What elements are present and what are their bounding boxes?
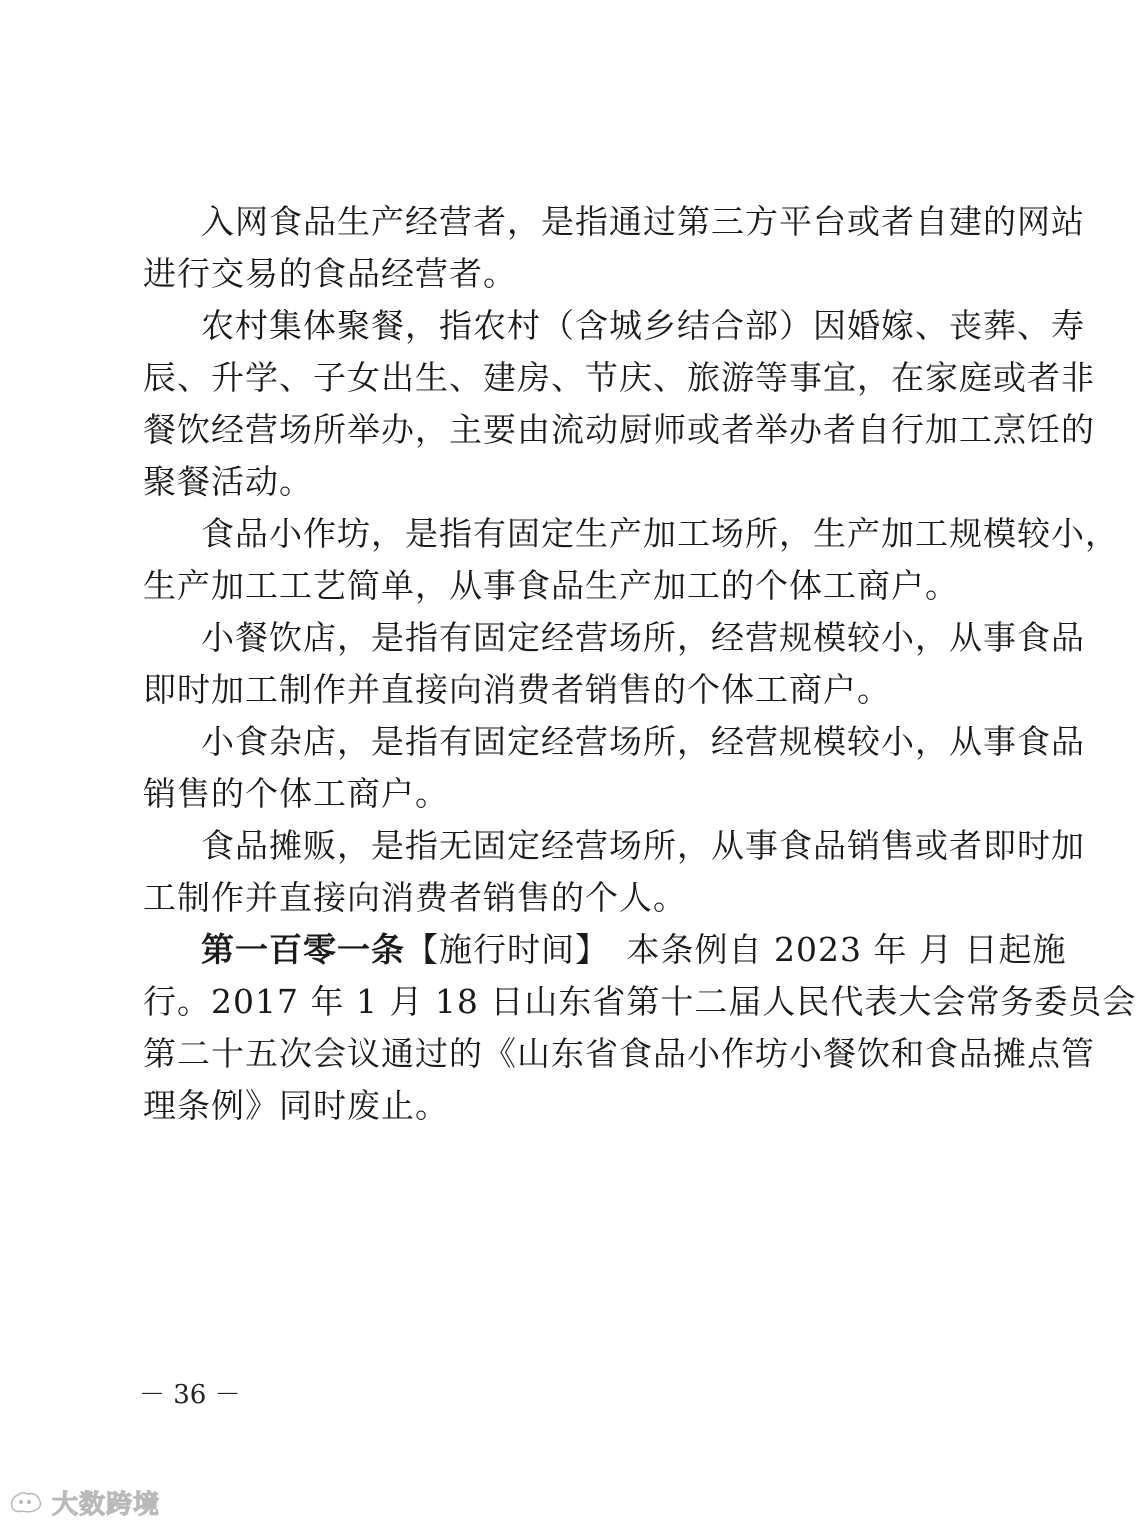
paragraph-line: 销售的个体工商户。 (143, 774, 449, 813)
paragraph-line: 入网食品生产经营者，是指通过第三方平台或者自建的网站 (201, 202, 1085, 241)
paragraph-line: 聚餐活动。 (143, 462, 313, 501)
page-number: － 36 － (139, 1380, 241, 1410)
watermark-logo-icon (8, 1488, 44, 1516)
paragraph-line: 生产加工工艺简单，从事食品生产加工的个体工商户。 (143, 566, 959, 605)
article-title: 【施行时间】 (405, 930, 593, 969)
article-line: 行。2017 年 1 月 18 日山东省第十二届人民代表大会常务委员会 (143, 982, 1136, 1021)
paragraph-line: 辰、升学、子女出生、建房、节庆、旅游等事宜，在家庭或者非 (143, 358, 1095, 397)
article-first-line (143, 924, 1067, 976)
paragraph-line: 进行交易的食品经营者。 (143, 254, 517, 293)
paragraph-line: 小餐饮店，是指有固定经营场所，经营规模较小，从事食品 (201, 618, 1085, 657)
paragraph-line: 即时加工制作并直接向消费者销售的个体工商户。 (143, 670, 891, 709)
paragraph-line: 食品小作坊，是指有固定生产加工场所，生产加工规模较小， (201, 514, 1119, 553)
article-line: 第二十五次会议通过的《山东省食品小作坊小餐饮和食品摊点管 (143, 1034, 1095, 1073)
document-body (143, 196, 1136, 1132)
paragraph-line: 工制作并直接向消费者销售的个人。 (143, 878, 687, 917)
article-number: 第一百零一条 (201, 930, 405, 969)
paragraph-line: 食品摊贩，是指无固定经营场所，从事食品销售或者即时加 (201, 826, 1085, 865)
watermark-text: 大数跨境 (52, 1489, 161, 1520)
paragraph-line: 小食杂店，是指有固定经营场所，经营规模较小，从事食品 (201, 722, 1085, 761)
paragraph-line: 农村集体聚餐，指农村（含城乡结合部）因婚嫁、丧葬、寿 (201, 306, 1085, 345)
paragraph-line: 餐饮经营场所举办，主要由流动厨师或者举办者自行加工烹饪的 (143, 410, 1095, 449)
article-line: 理条例》同时废止。 (143, 1086, 449, 1125)
watermark (8, 1484, 160, 1520)
article-text-start: 本条例自 2023 年 月 日起施 (592, 930, 1067, 969)
